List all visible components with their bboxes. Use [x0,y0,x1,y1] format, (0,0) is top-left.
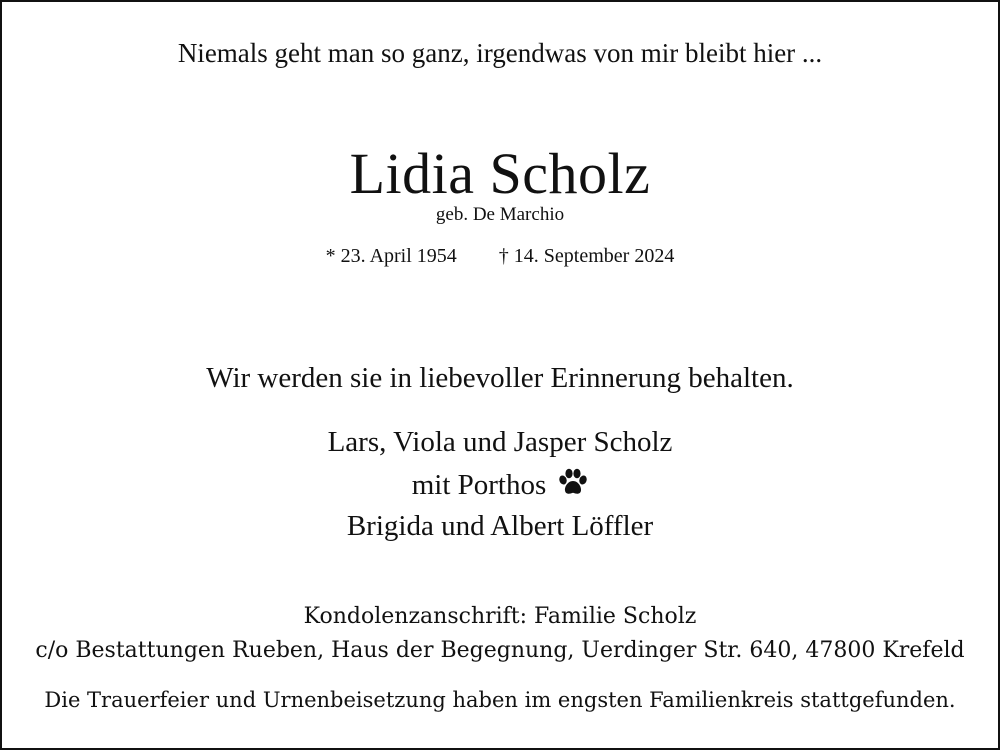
paw-print-icon [558,468,588,496]
deceased-name: Lidia Scholz [349,141,651,206]
birth-date: * 23. April 1954 [325,245,457,267]
condolence-address-line-1: Kondolenzanschrift: Familie Scholz [303,604,697,629]
condolence-address-line-2: c/o Bestattungen Rueben, Haus der Begegnung, Uerdinger Str. 640, 47800 Krefeld [35,638,965,663]
death-date: † 14. September 2024 [498,245,675,267]
life-dates [2,245,998,268]
motto-quote: Niemals geht man so ganz, irgendwas von mir bleibt hier ... [177,38,823,68]
mourners-line-3: Brigida und Albert Löffler [346,510,654,542]
mourners-line-2 [2,468,998,502]
mourners-line-1: Lars, Viola und Jasper Scholz [327,426,673,458]
closing-note: Die Trauerfeier und Urnenbeisetzung haben im engsten Familienkreis stattgefunden. [44,688,956,712]
maiden-name: geb. De Marchio [435,204,565,225]
mourners-line-2-text: mit Porthos [411,469,547,501]
memory-line: Wir werden sie in liebevoller Erinnerung behalten. [206,362,794,394]
